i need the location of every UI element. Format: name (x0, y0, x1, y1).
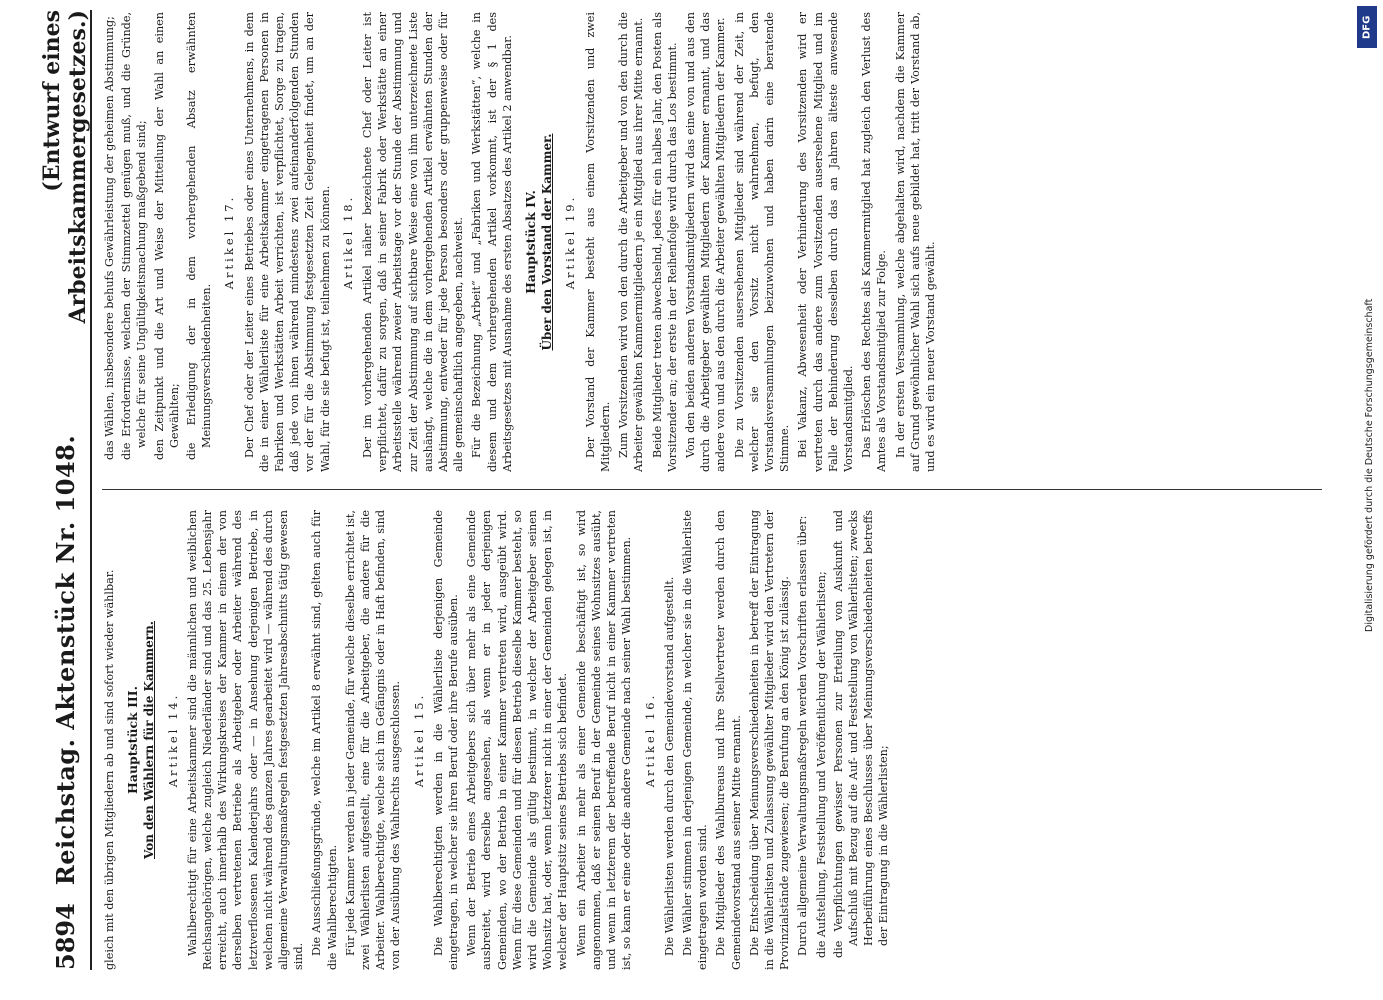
paragraph: Wahlberechtigt für eine Arbeitskammer sind die männlichen und weiblichen Reichsangehörigen, welche zugleich Niederländer sind und das 25. Lebensjahr erreicht, auch innerhalb des Wirkungskreises der Kammer in einem der von derselben vertretenen Betriebe als Arbeitgeber oder Arbeiter während des letztverflossenen Kalenderjahrs oder — in Ansehung derjenigen Betriebe, in welchen nicht während des ganzen Jahres gearbeitet wird — während des durch allgemeine Verwaltungsmaßregeln festgesetzten Jahresabschnitts tätig gewesen sind. (185, 510, 306, 970)
paragraph: Wenn der Betrieb eines Arbeitgebers sich über mehr als eine Gemeinde ausbreitet, wird derselbe angesehen, als wenn er in jeder derjenigen Gemeinden, wo der Betrieb in einer Kammer vertreten wird, ausgeübt wird. Wenn für diese Gemeinden und für diesen Betrieb dieselbe Kammer besteht, so wird die Gemeinde als gültig bestimmt, in welcher der Arbeitgeber seinen Wohnsitz hat, oder, wenn letzterer nicht in einer der Gemeinden gelegen ist, in welcher der Hauptsitz seines Betriebs sich befindet. (465, 510, 570, 970)
digitization-watermark (1355, 0, 1377, 1000)
regulation-list-continued (102, 12, 214, 472)
list-item: das Wählen, insbesondere behufs Gewährleistung der geheimen Abstimmung; (103, 16, 116, 460)
list-item: die Erfordernisse, welchen der Stimmzettel genügen muß, und die Gründe, welche für seine Ungültigkeitsmachung maßgebend sind; (120, 12, 149, 460)
page-header (40, 10, 92, 970)
paragraph: Die zu Vorsitzenden ausersehenen Mitglieder sind während der Zeit, in welcher sie den Vorsitz nicht wahrnehmen, befugt, den Vorstandsversammlungen beizuwohnen und haben darin eine beratende Stimme. (732, 12, 792, 472)
document-page (40, 10, 1340, 970)
paragraph: Beide Mitglieder treten abwechselnd, jedes für ein halbes Jahr, den Posten als Vorsitzender an; der erste in der Reihenfolge wird durch das Los bestimmt. (650, 12, 679, 472)
paragraph: Zum Vorsitzenden wird von den durch die Arbeitgeber und von den durch die Arbeiter gewählten Kammermitgliedern je ein Mitglied aus ihrer Mitte ernannt. (617, 12, 646, 472)
paragraph: Die Mitglieder des Wahlbureaus und ihre Stellvertreter werden durch den Gemeindevorstand aus seiner Mitte ernannt. (714, 510, 743, 970)
paragraph: gleich mit den übrigen Mitgliedern ab und sind sofort wieder wählbar. (103, 569, 116, 970)
article-heading: Artikel 18. (340, 194, 355, 290)
section-heading: Hauptstück IV. (523, 190, 539, 294)
page-number: 5894 (50, 903, 80, 970)
paragraph: Bei Vakanz, Abwesenheit oder Verhinderung des Vorsitzenden wird er vertreten durch das andere zum Vorsitzenden ausersehene Mitglied und im Falle der Behinderung desselben durch das an Jahren älteste anwesende Vorstandsmitglied. (796, 12, 855, 472)
list-item: den Zeitpunkt und die Art und Weise der Mitteilung der Wahl an einen Gewählten; (152, 12, 181, 460)
paragraph: In der ersten Versammlung, welche abgehalten wird, nachdem die Kammer auf Grund gewöhnlicher Wahl sich aufs neue gebildet hat, tritt der Vorstand ab, und es wird ein neuer Vorstand gewählt. (893, 12, 937, 472)
paragraph: Die Entscheidung über Meinungsverschiedenheiten in betreff der Eintragung in die Wählerlisten und Zulassung gewählter Mitglieder wird den Vertretern der Provinzialstände zugewiesen; die Berufung an den König ist zulässig. (747, 510, 792, 970)
funding-notice: Digitalisierung gefördert durch die Deutsche Forschungsgemeinschaft (1364, 298, 1375, 632)
left-column (102, 510, 1332, 970)
list-item: die Erledigung der in dem vorhergehenden Absatz erwähnten Meinungsverschiedenheiten. (185, 12, 214, 460)
paragraph: Die Ausschließungsgründe, welche im Artikel 8 erwähnt sind, gelten auch für die Wahlberechtigten. (310, 510, 339, 970)
paragraph: Für jede Kammer werden in jeder Gemeinde, für welche dieselbe errichtet ist, zwei Wählerlisten aufgestellt, eine für die Arbeitgeber, die andere für die Arbeiter. Wahlberechtigte, welche sich im Gefängnis oder in Haft befinden, sind von der Ausübung des Wahlrechts ausgeschlossen. (343, 510, 403, 970)
header-title: Reichstag. Aktenstück Nr. 1048. (50, 434, 80, 886)
paragraph: Das Erlöschen des Rechtes als Kammermitglied hat zugleich den Verlust des Amtes als Vorstandsmitglied zur Folge. (860, 12, 889, 472)
dfg-logo: DFG (1357, 6, 1377, 48)
paragraph: Der Chef oder der Leiter eines Betriebes oder eines Unternehmens, in dem die in einer Wählerliste für eine Arbeitskammer eingetragenen Personen in Fabriken und Werkstätten Arbeit verrichten, ist verpflichtet, Sorge zu tragen, daß jede von ihnen während mindestens zwei aufeinanderfolgenden Stunden vor der für die Abstimmung festgesetzten Zeit Gelegenheit findet, um an der Wahl, für die sie befugt ist, teilnehmen zu können. (242, 12, 332, 472)
regulation-list (814, 510, 892, 970)
paragraph: Der im vorhergehenden Artikel näher bezeichnete Chef oder Leiter ist verpflichtet, dafür zu sorgen, daß in seiner Fabrik oder Werkstätte an einer Arbeitsstelle während zweier Arbeitstage vor der Stunde der Abstimmung und zur Zeit der Abstimmung auf sichtbare Weise eine von ihm unterzeichnete Liste aushängt, welche die in dem vorhergehenden Artikel erwähnten Stunden der Abstimmung, entweder für jede Person besonders oder gruppenweise oder für alle gemeinschaftlich angegeben, nachweist. (361, 12, 466, 472)
header-document-title: (Entwurf eines Arbeitskammergesetzes.) (39, 10, 91, 324)
section-heading: Hauptstück III. (125, 686, 141, 794)
list-item: die Verpflichtungen gewisser Personen zur Erteilung von Auskunft und Aufschluß mit Bezug auf die Auf- und Feststellung von Wählerlisten; zwecks Herbeiführung eines Beschlusses über Meinungsverschiedenheiten betreffs der Eintragung in die Wählerlisten; (831, 510, 891, 958)
paragraph: Wenn ein Arbeiter in mehr als einer Gemeinde beschäftigt ist, so wird angenommen, daß er seinen Beruf in der Gemeinde seines Wohnsitzes ausübt, und wenn in letzterem der betreffende Beruf nicht in einer Kammer vertreten ist, so kann er eine oder die andere Gemeinde nach seiner Wahl bestimmen. (574, 510, 634, 970)
paragraph: Durch allgemeine Verwaltungsmaßregeln werden Vorschriften erlassen über: (796, 515, 810, 956)
article-heading: Artikel 19. (563, 194, 578, 290)
list-item: die Aufstellung, Feststellung und Veröffentlichung der Wählerlisten; (814, 571, 828, 958)
article-heading: Artikel 14. (165, 692, 180, 788)
column-divider (102, 489, 1322, 490)
right-column (102, 12, 1332, 472)
section-subheading: Von den Wählern für die Kammern. (142, 621, 157, 860)
paragraph: Der Vorstand der Kammer besteht aus einem Vorsitzenden und zwei Mitgliedern. (583, 12, 612, 472)
article-heading: Artikel 15. (411, 692, 426, 788)
paragraph: Die Wählerlisten werden durch den Gemeindevorstand aufgestellt. (662, 576, 676, 956)
paragraph: Von den beiden anderen Vorstandsmitgliedern wird das eine von und aus den durch die Arbeitgeber gewählten Mitgliedern der Kammer ernannt, und das andere von und aus den durch die Arbeiter gewählten Mitgliedern der Kammer. (683, 12, 728, 472)
section-subheading: Über den Vorstand der Kammer. (540, 133, 555, 351)
article-heading: Artikel 16. (642, 692, 657, 788)
article-heading: Artikel 17. (222, 194, 237, 290)
paragraph: Die Wähler stimmen in derjenigen Gemeinde, in welcher sie in die Wählerliste eingetragen worden sind. (680, 510, 710, 970)
paragraph: Die Wahlberechtigten werden in die Wählerliste derjenigen Gemeinde eingetragen, in welcher sie ihren Beruf oder ihre Berufe ausüben. (431, 510, 461, 970)
paragraph: Für die Bezeichnung „Arbeit“ und „Fabriken und Werkstätten“, welche in diesem und dem vorhergehenden Artikel vorkommt, ist der § 1 des Arbeitsgesetzes mit Ausnahme des ersten Absatzes des Artikel 2 anwendbar. (470, 12, 514, 472)
